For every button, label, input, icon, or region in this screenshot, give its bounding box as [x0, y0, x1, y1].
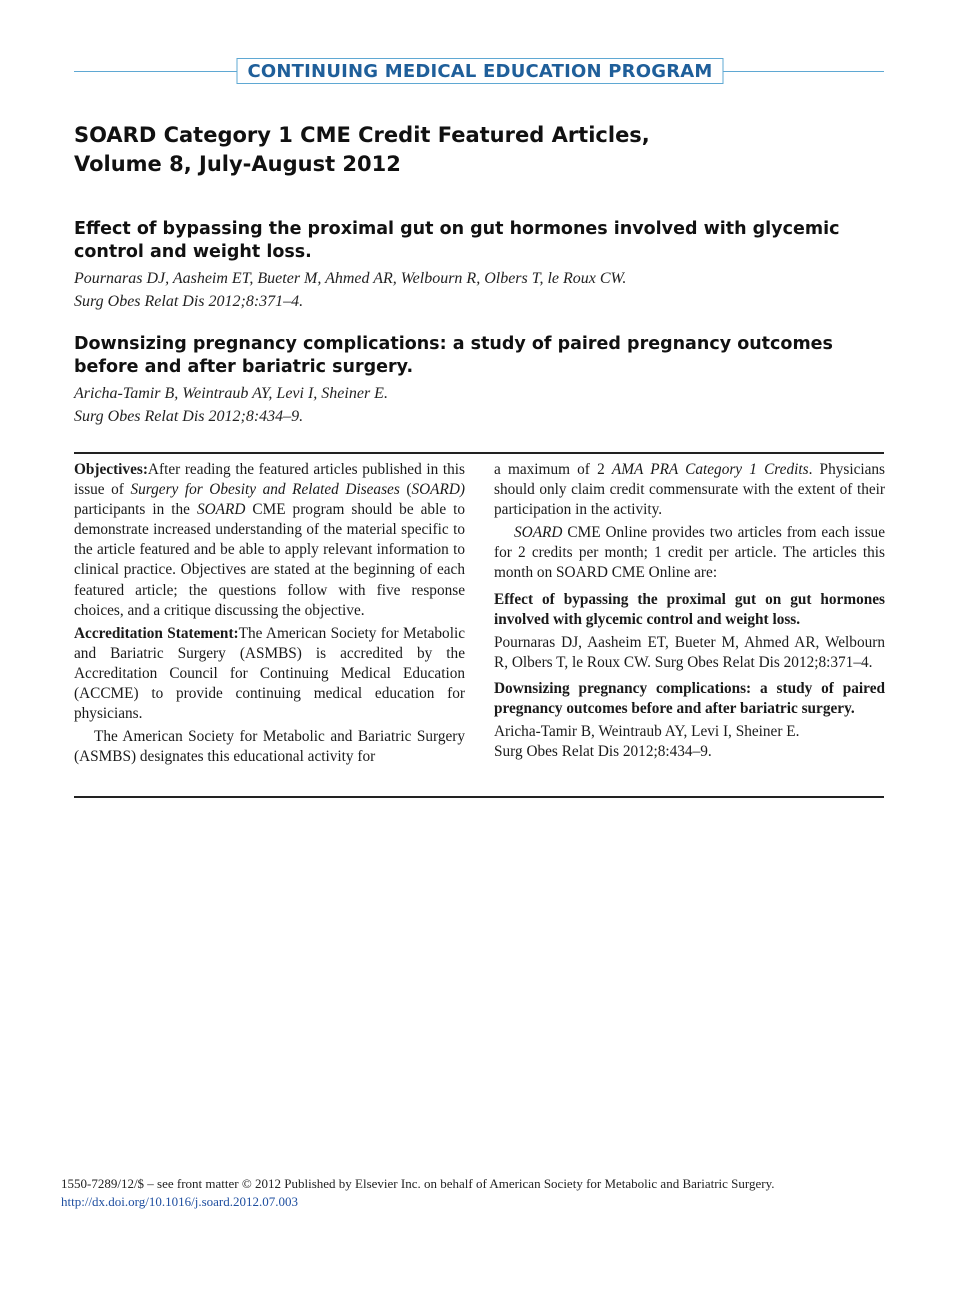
online-article-1-reference: Pournaras DJ, Aasheim ET, Bueter M, Ahmed AR, Welbourn R, Olbers T, le Roux CW. Surg Obes Relat Dis 2012;8:371–4.: [494, 633, 885, 671]
featured-article-1: [74, 218, 889, 313]
bottom-divider: [74, 796, 884, 798]
online-article-2-citation: Surg Obes Relat Dis 2012;8:434–9.: [494, 743, 712, 761]
featured-article-authors: Aricha-Tamir B, Weintraub AY, Levi I, Sheiner E.: [74, 385, 388, 402]
objectives-text: (: [399, 481, 412, 499]
page-title-line-2: Volume 8, July-August 2012: [74, 152, 401, 176]
featured-article-title: Downsizing pregnancy complications: a study of paired pregnancy outcomes before and after bariatric surgery.: [74, 334, 833, 377]
credit-text: . Physicians should only claim credit commensurate with the extent of their participation in the activity.: [494, 461, 885, 519]
online-article-1-title: Effect of bypassing the proximal gut on gut hormones involved with glycemic control and weight loss.: [494, 590, 885, 628]
objectives-paragraph: [74, 460, 465, 621]
credit-paragraph: [494, 460, 885, 520]
featured-article-title: Effect of bypassing the proximal gut on gut hormones involved with glycemic control and weight loss.: [74, 219, 840, 262]
section-banner: CONTINUING MEDICAL EDUCATION PROGRAM: [237, 58, 724, 84]
objectives-text: After reading the featured articles published in this issue of: [74, 461, 465, 499]
online-article-2-authors: Aricha-Tamir B, Weintraub AY, Levi I, Sheiner E.: [494, 723, 800, 741]
featured-article-citation: Surg Obes Relat Dis 2012;8:371–4.: [74, 293, 304, 310]
soard-word: SOARD: [514, 524, 563, 542]
left-column: [74, 460, 465, 767]
featured-article-citation: Surg Obes Relat Dis 2012;8:434–9.: [74, 408, 304, 425]
top-divider: [74, 452, 884, 454]
credit-text: a maximum of 2: [494, 461, 612, 478]
journal-name: Surgery for Obesity and Related Diseases: [130, 481, 400, 499]
soard-word: SOARD: [196, 501, 246, 519]
credit-name: AMA PRA Category 1 Credits: [611, 461, 809, 478]
featured-article-2: [74, 333, 889, 428]
featured-article-authors: Pournaras DJ, Aasheim ET, Bueter M, Ahmed AR, Welbourn R, Olbers T, le Roux CW.: [74, 270, 627, 287]
footer: [61, 1175, 775, 1211]
page-title: [74, 121, 884, 179]
designation-paragraph: The American Society for Metabolic and Bariatric Surgery (ASMBS) designates this educational activity for: [74, 728, 465, 766]
soard-abbreviation: SOARD): [411, 481, 465, 499]
objectives-text: participants in the: [74, 501, 197, 519]
accreditation-paragraph: [74, 624, 465, 724]
accreditation-label: Accreditation Statement:: [74, 624, 239, 642]
doi-link[interactable]: http://dx.doi.org/10.1016/j.soard.2012.07.003: [61, 1194, 299, 1209]
copyright-line: 1550-7289/12/$ – see front matter © 2012 Published by Elsevier Inc. on behalf of American Society for Metabolic and Bariatric Surgery.: [61, 1176, 775, 1191]
page-title-line-1: SOARD Category 1 CME Credit Featured Articles,: [74, 123, 650, 147]
online-paragraph: [494, 523, 885, 583]
objectives-label: Objectives:: [74, 461, 148, 478]
online-text: CME Online provides two articles from each issue for 2 credits per month; 1 credit per article. The articles this month on SOARD CME Online are:: [494, 524, 885, 582]
right-column: [494, 460, 885, 762]
online-article-2-title: Downsizing pregnancy complications: a study of paired pregnancy outcomes before and after bariatric surgery.: [494, 679, 885, 718]
objectives-text: CME program should be able to demonstrate increased understanding of the material specific to the article featured and be able to apply relevant information to clinical practice. Objectives are stated at the beginning of each featured article; the questions follow with five response choices, and a critique discussing the objective.: [74, 501, 466, 619]
accreditation-text: The American Society for Metabolic and Bariatric Surgery (ASMBS) is accredited by the Accreditation Council for Continuing Medical Education (ACCME) to provide continuing medical education for physicians.: [74, 624, 465, 723]
